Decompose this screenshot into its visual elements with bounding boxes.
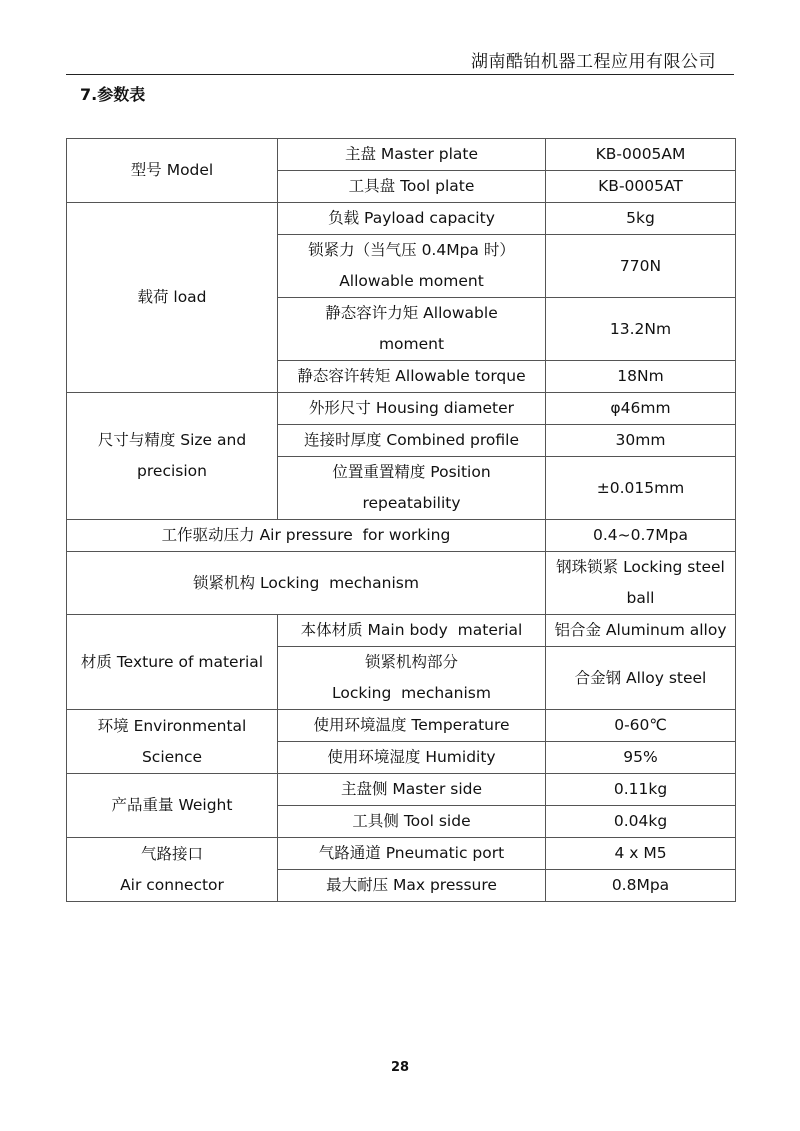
locking-mechanism-value-line2: ball <box>626 589 655 607</box>
max-pressure-value: 0.8Mpa <box>546 870 736 902</box>
locking-mechanism-label: 锁紧机构 Locking mechanism <box>67 552 546 615</box>
repeatability-value: ±0.015mm <box>546 457 736 520</box>
main-body-material-value: 铝合金 Aluminum alloy <box>546 615 736 647</box>
payload-value: 5kg <box>546 203 736 235</box>
air-connector-label <box>67 838 278 902</box>
tool-side-value: 0.04kg <box>546 806 736 838</box>
table-row <box>67 615 736 647</box>
table-row <box>67 393 736 425</box>
air-connector-label-line2: Air connector <box>120 875 224 894</box>
static-moment-label-line1: 静态容许力矩 Allowable <box>325 304 498 322</box>
temperature-label: 使用环境温度 Temperature <box>278 710 546 742</box>
static-moment-label-line2: moment <box>378 335 445 353</box>
housing-diameter-label: 外形尺寸 Housing diameter <box>278 393 546 425</box>
static-torque-value: 18Nm <box>546 361 736 393</box>
header-rule <box>66 74 734 75</box>
repeatability-label-line2: repeatability <box>362 494 461 512</box>
master-plate-value: KB-0005AM <box>546 139 736 171</box>
main-body-material-label: 本体材质 Main body material <box>278 615 546 647</box>
pneumatic-port-label: 气路通道 Pneumatic port <box>278 838 546 870</box>
payload-label: 负载 Payload capacity <box>278 203 546 235</box>
table-row <box>67 552 736 615</box>
humidity-value: 95% <box>546 742 736 774</box>
master-plate-label: 主盘 Master plate <box>278 139 546 171</box>
static-torque-label: 静态容许转矩 Allowable torque <box>278 361 546 393</box>
table-row <box>67 139 736 171</box>
locking-mechanism-value-line1: 钢珠锁紧 Locking steel <box>556 558 725 576</box>
master-side-label: 主盘侧 Master side <box>278 774 546 806</box>
tool-plate-label: 工具盘 Tool plate <box>278 171 546 203</box>
repeatability-label <box>278 457 546 520</box>
clamping-force-label-line2: Allowable moment <box>339 272 484 290</box>
parameter-table <box>66 138 736 902</box>
table-row <box>67 710 736 742</box>
air-pressure-label: 工作驱动压力 Air pressure for working <box>67 520 546 552</box>
air-pressure-value: 0.4~0.7Mpa <box>546 520 736 552</box>
table-row <box>67 520 736 552</box>
humidity-label: 使用环境湿度 Humidity <box>278 742 546 774</box>
company-name: 湖南酷铂机器工程应用有限公司 <box>471 52 716 72</box>
clamping-force-value: 770N <box>546 235 736 298</box>
tool-plate-value: KB-0005AT <box>546 171 736 203</box>
material-label: 材质 Texture of material <box>67 615 278 710</box>
environment-label-line2: Science <box>141 747 203 766</box>
environment-label-line1: 环境 Environmental <box>97 716 247 735</box>
combined-profile-value: 30mm <box>546 425 736 457</box>
master-side-value: 0.11kg <box>546 774 736 806</box>
static-moment-label <box>278 298 546 361</box>
combined-profile-label: 连接时厚度 Combined profile <box>278 425 546 457</box>
size-precision-label-line2: precision <box>137 462 207 480</box>
housing-diameter-value: φ46mm <box>546 393 736 425</box>
max-pressure-label: 最大耐压 Max pressure <box>278 870 546 902</box>
size-precision-label <box>67 393 278 520</box>
locking-part-label-line2: Locking mechanism <box>332 684 491 702</box>
model-label: 型号 Model <box>67 139 278 203</box>
table-row <box>67 774 736 806</box>
clamping-force-label-line1: 锁紧力（当气压 0.4Mpa 时） <box>308 241 515 259</box>
temperature-value: 0-60℃ <box>546 710 736 742</box>
clamping-force-label <box>278 235 546 298</box>
locking-part-label <box>278 647 546 710</box>
locking-part-value: 合金钢 Alloy steel <box>546 647 736 710</box>
size-precision-label-line1: 尺寸与精度 Size and <box>97 431 247 449</box>
weight-label: 产品重量 Weight <box>67 774 278 838</box>
load-label: 载荷 load <box>67 203 278 393</box>
pneumatic-port-value: 4 x M5 <box>546 838 736 870</box>
section-title: 7.参数表 <box>80 85 146 104</box>
locking-part-label-line1: 锁紧机构部分 <box>364 653 458 671</box>
repeatability-label-line1: 位置重置精度 Position <box>332 463 491 481</box>
tool-side-label: 工具侧 Tool side <box>278 806 546 838</box>
environment-label <box>67 710 278 774</box>
static-moment-value: 13.2Nm <box>546 298 736 361</box>
table-row <box>67 203 736 235</box>
table-row <box>67 838 736 870</box>
air-connector-label-line1: 气路接口 <box>140 844 203 863</box>
locking-mechanism-value <box>546 552 736 615</box>
page-number: 28 <box>390 1060 410 1075</box>
